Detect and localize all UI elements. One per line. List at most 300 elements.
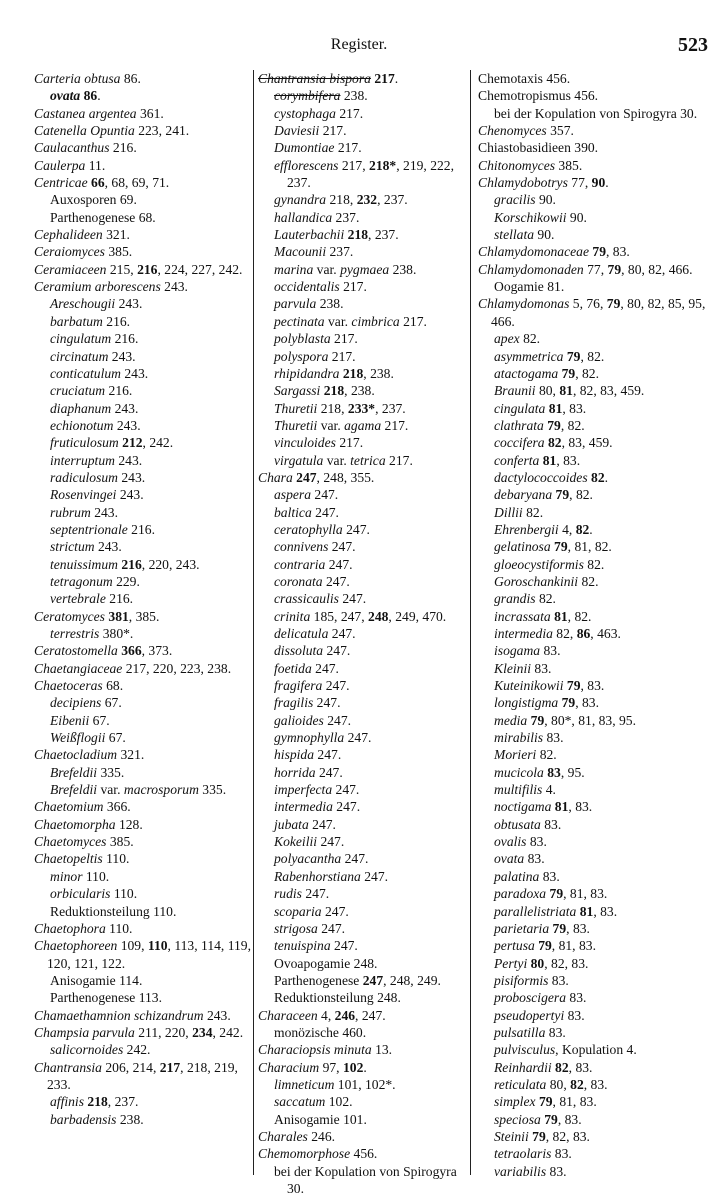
index-entry xyxy=(258,261,470,278)
entry-text: 246. xyxy=(307,1128,336,1144)
entry-text: Goroschankinii xyxy=(494,573,579,589)
index-entry xyxy=(258,1163,470,1198)
entry-text: Characium xyxy=(258,1059,320,1075)
index-entry xyxy=(258,1111,470,1128)
index-entry xyxy=(34,868,256,885)
entry-text: 79 xyxy=(555,487,570,503)
entry-text: 247. xyxy=(342,521,370,537)
index-entry xyxy=(258,243,470,260)
index-entry xyxy=(258,1145,470,1162)
entry-text: clathrata xyxy=(494,417,544,433)
entry-text: 82 xyxy=(591,469,605,485)
entry-text: , 80, 82, 85, 95, 466. xyxy=(491,296,706,329)
entry-text: Parthenogenese 68. xyxy=(50,209,156,225)
entry-text: Chaetomium xyxy=(34,799,104,815)
entry-text: Brefeldii xyxy=(50,764,98,780)
entry-text: 4, xyxy=(317,1007,335,1023)
entry-text: var. xyxy=(323,452,351,468)
entry-text: longistigma xyxy=(494,695,559,711)
entry-text: 217. xyxy=(319,123,347,139)
index-entry xyxy=(478,590,714,607)
index-entry xyxy=(34,434,256,451)
index-entry xyxy=(34,625,256,642)
entry-text: 77, xyxy=(583,261,608,277)
entry-text: , 81, 83. xyxy=(563,886,608,902)
entry-text: Auxosporen 69. xyxy=(50,192,137,208)
entry-text: . xyxy=(97,88,101,104)
entry-text: Castanea argentea xyxy=(34,105,137,121)
index-entry xyxy=(478,885,714,902)
entry-text: , 83. xyxy=(568,1059,593,1075)
entry-text: , 80, 82, 466. xyxy=(621,261,693,277)
entry-text: 217, xyxy=(338,157,370,173)
entry-text: parallelistriata xyxy=(494,903,577,919)
entry-text: 217. xyxy=(335,435,364,451)
entry-text: salicornoides xyxy=(50,1042,124,1058)
entry-text: Ceratostomella xyxy=(34,643,118,659)
entry-text: Chamaethamnion schizandrum xyxy=(34,1007,204,1023)
entry-text: Braunii xyxy=(494,383,536,399)
entry-text: 79 xyxy=(566,348,581,364)
entry-text: 217. xyxy=(330,331,358,347)
index-entry xyxy=(478,87,714,104)
index-entry xyxy=(258,608,470,625)
entry-text: 218, xyxy=(326,192,357,208)
entry-text: 247. xyxy=(311,487,339,503)
entry-text: , 113, 114, 119, 120, 121, 122. xyxy=(47,938,251,971)
entry-text: 247. xyxy=(332,782,360,798)
entry-text: apex xyxy=(494,331,520,347)
entry-text: 83. xyxy=(540,643,561,659)
entry-text: 212 xyxy=(122,435,143,451)
entry-text: hispida xyxy=(274,747,315,763)
index-entry xyxy=(34,1059,256,1094)
entry-text: 232 xyxy=(356,192,378,208)
entry-text: 223, 241. xyxy=(134,123,190,139)
entry-text: Caulerpa xyxy=(34,157,86,173)
entry-text: 68. xyxy=(102,678,124,694)
entry-text: 238. xyxy=(340,88,368,104)
index-entry xyxy=(478,903,714,920)
entry-text: 321. xyxy=(117,747,145,763)
entry-text: reticulata xyxy=(494,1076,547,1092)
entry-text: 335. xyxy=(198,782,227,798)
entry-text: Catenella Opuntia xyxy=(34,123,135,139)
entry-text: stellata xyxy=(494,227,535,243)
entry-text: Chaetophora xyxy=(34,920,106,936)
index-entry xyxy=(258,434,470,451)
entry-text: , 238. xyxy=(363,365,394,381)
entry-text: , 238. xyxy=(344,383,375,399)
entry-text: rubrum xyxy=(50,504,91,520)
entry-text: vinculoides xyxy=(274,435,336,451)
index-entry xyxy=(34,417,256,434)
index-entry xyxy=(478,122,714,139)
entry-text: , 83. xyxy=(606,244,630,260)
index-entry xyxy=(478,139,714,156)
entry-text: Chiastobasidieen 390. xyxy=(478,140,599,156)
entry-text: incrassata xyxy=(494,608,551,624)
index-column-3 xyxy=(478,70,714,1180)
entry-text: 247 xyxy=(296,469,317,485)
entry-text: 247. xyxy=(308,816,336,832)
index-entry xyxy=(478,955,714,972)
entry-text: Champsia parvula xyxy=(34,1024,135,1040)
entry-text: 218 xyxy=(87,1094,108,1110)
entry-text: vertebrale xyxy=(50,591,106,607)
entry-text: conticatulum xyxy=(50,365,121,381)
index-entry xyxy=(258,1041,470,1058)
entry-text: macrosporum xyxy=(123,782,199,798)
index-entry xyxy=(478,642,714,659)
entry-text: 79 xyxy=(532,1128,546,1144)
index-entry xyxy=(258,87,470,104)
entry-text: mucicola xyxy=(494,764,544,780)
entry-text: polyacantha xyxy=(274,851,342,867)
entry-text: 79 xyxy=(549,886,564,902)
entry-text: Chemotaxis 456. xyxy=(478,71,571,86)
index-entry xyxy=(478,452,714,469)
entry-text: hallandica xyxy=(274,209,333,225)
entry-text: 79 xyxy=(538,1094,553,1110)
entry-text: Characiopsis minuta xyxy=(258,1042,372,1058)
entry-text: 381 xyxy=(108,608,129,624)
entry-text: Brefeldii xyxy=(50,782,98,798)
entry-text: 216 xyxy=(137,261,158,277)
index-entry xyxy=(258,903,470,920)
index-entry xyxy=(258,278,470,295)
entry-text: tetrica xyxy=(350,452,386,468)
entry-text: barbadensis xyxy=(50,1111,117,1127)
index-entry xyxy=(34,781,256,798)
entry-text: 110. xyxy=(102,851,130,867)
entry-text: , 249, 470. xyxy=(388,608,447,624)
entry-text: Pertyi xyxy=(494,955,528,971)
index-entry xyxy=(478,1163,714,1180)
entry-text: 234 xyxy=(192,1024,213,1040)
entry-text: 110 xyxy=(147,938,168,954)
index-entry xyxy=(258,295,470,312)
index-entry xyxy=(258,504,470,521)
entry-text: pulsatilla xyxy=(494,1024,546,1040)
entry-text: 243. xyxy=(117,469,146,485)
index-entry xyxy=(258,469,470,486)
entry-text: marina xyxy=(274,261,314,277)
index-entry xyxy=(258,660,470,677)
entry-text: Ceratomyces xyxy=(34,608,105,624)
entry-text: 247. xyxy=(311,660,339,676)
index-entry xyxy=(478,608,714,625)
index-entry xyxy=(478,1024,714,1041)
entry-text: tenuissimum xyxy=(50,556,118,572)
entry-text: 243. xyxy=(116,487,144,503)
entry-text: aspera xyxy=(274,487,312,503)
entry-text: circinatum xyxy=(50,348,109,364)
entry-text: rhipidandra xyxy=(274,365,340,381)
index-entry xyxy=(258,850,470,867)
index-entry xyxy=(34,157,256,174)
entry-text: 247. xyxy=(344,730,372,746)
index-entry xyxy=(34,920,256,937)
entry-text: monözische 460. xyxy=(274,1024,367,1040)
entry-text: Ceramiaceen xyxy=(34,261,107,277)
index-entry xyxy=(478,1059,714,1076)
entry-text: interruptum xyxy=(50,452,115,468)
entry-text: , 80*, 81, 83, 95. xyxy=(544,712,636,728)
entry-text: gymnophylla xyxy=(274,730,345,746)
entry-text: 233* xyxy=(347,400,376,416)
entry-text: , 237. xyxy=(375,400,406,416)
entry-text: virgatula xyxy=(274,452,324,468)
entry-text: scoparia xyxy=(274,903,322,919)
entry-text: Areschougii xyxy=(50,296,116,312)
entry-text: , 82. xyxy=(580,348,605,364)
entry-text: 247. xyxy=(328,626,356,641)
index-entry xyxy=(258,452,470,469)
index-entry xyxy=(478,278,714,295)
index-entry xyxy=(258,746,470,763)
index-entry xyxy=(478,365,714,382)
entry-text: Dillii xyxy=(494,504,523,520)
index-entry xyxy=(34,642,256,659)
entry-text: 81 xyxy=(548,400,563,416)
index-entry xyxy=(258,972,470,989)
index-entry xyxy=(478,382,714,399)
entry-text: 79 xyxy=(561,365,576,381)
entry-text: , 82. xyxy=(567,608,592,624)
index-entry xyxy=(258,781,470,798)
index-entry xyxy=(478,486,714,503)
index-entry xyxy=(478,1076,714,1093)
entry-text: 79 xyxy=(547,417,561,433)
entry-text: Chenomyces xyxy=(478,123,547,139)
entry-text: mirabilis xyxy=(494,730,544,746)
entry-text: 79 xyxy=(607,261,622,277)
entry-text: 247. xyxy=(313,695,341,711)
entry-text: connivens xyxy=(274,539,329,555)
entry-text: 385. xyxy=(104,244,133,260)
index-entry xyxy=(34,885,256,902)
entry-text: obtusata xyxy=(494,816,541,832)
entry-text: 243. xyxy=(108,348,136,364)
entry-text: polyspora xyxy=(274,348,329,364)
entry-text: 90. xyxy=(566,209,587,225)
entry-text: intermedia xyxy=(494,626,553,641)
entry-text: Chlamydomonaden xyxy=(478,261,584,277)
entry-text: Chemomorphose xyxy=(258,1146,351,1162)
entry-text: decipiens xyxy=(50,695,102,711)
index-entry xyxy=(258,712,470,729)
index-entry xyxy=(258,729,470,746)
entry-text: strictum xyxy=(50,539,95,555)
entry-text: 243. xyxy=(115,296,143,312)
index-entry xyxy=(258,677,470,694)
index-entry xyxy=(478,261,714,278)
entry-text: 217. xyxy=(381,417,409,433)
entry-text: 247. xyxy=(322,678,350,694)
index-entry xyxy=(258,833,470,850)
index-entry xyxy=(34,608,256,625)
index-entry xyxy=(34,313,256,330)
entry-text: ovalis xyxy=(494,834,527,850)
entry-text: foetida xyxy=(274,660,312,676)
index-entry xyxy=(258,590,470,607)
entry-text: Thuretii xyxy=(274,417,318,433)
entry-text: . xyxy=(605,175,609,191)
entry-text: septentrionale xyxy=(50,521,128,537)
entry-text: Kleinii xyxy=(494,660,532,676)
index-entry xyxy=(258,157,470,192)
entry-text: 66 xyxy=(91,175,105,191)
index-entry xyxy=(478,573,714,590)
entry-text: Chlamydomonaceae xyxy=(478,244,589,260)
index-entry xyxy=(478,868,714,885)
index-entry xyxy=(478,538,714,555)
entry-text: 102. xyxy=(325,1094,353,1110)
entry-text: . xyxy=(604,469,609,485)
index-entry xyxy=(258,764,470,781)
index-entry xyxy=(478,937,714,954)
entry-text: Oogamie 81. xyxy=(494,279,565,295)
entry-text: 216 xyxy=(121,556,142,572)
entry-text: 247. xyxy=(338,591,367,607)
entry-text: 247. xyxy=(330,938,358,954)
entry-text: 83. xyxy=(524,851,545,867)
entry-text: fruticulosum xyxy=(50,435,119,451)
entry-text: 247. xyxy=(317,834,345,850)
index-entry xyxy=(34,122,256,139)
index-entry xyxy=(258,885,470,902)
entry-text: grandis xyxy=(494,591,536,607)
entry-text: 243. xyxy=(160,279,188,295)
index-entry xyxy=(34,660,256,677)
entry-text: pulvisculus xyxy=(494,1042,556,1058)
index-entry xyxy=(258,1024,470,1041)
entry-text: , 82. xyxy=(569,487,593,503)
entry-text: variabilis xyxy=(494,1163,547,1179)
entry-text: fragilis xyxy=(274,695,314,711)
entry-text: , 83. xyxy=(566,920,590,936)
entry-text: 83. xyxy=(539,868,560,884)
index-entry xyxy=(258,816,470,833)
entry-text: 217. xyxy=(335,105,364,121)
index-entry xyxy=(34,1093,256,1110)
entry-text: tenuispina xyxy=(274,938,331,954)
index-entry xyxy=(258,1059,470,1076)
entry-text: cingulatum xyxy=(50,331,112,347)
entry-text: , 82. xyxy=(560,417,585,433)
entry-text: 247. xyxy=(315,764,343,780)
entry-text: strigosa xyxy=(274,920,318,936)
entry-text: , 224, 227, 242. xyxy=(157,261,243,277)
entry-text: 335. xyxy=(97,764,125,780)
entry-text: 247. xyxy=(328,539,356,555)
entry-text: corymbifera xyxy=(274,88,341,104)
index-entry xyxy=(258,955,470,972)
entry-text: simplex xyxy=(494,1094,536,1110)
entry-text: 185, 247, xyxy=(310,608,369,624)
entry-text: Kuteinikowii xyxy=(494,678,564,694)
entry-text: , 81, 83. xyxy=(552,1094,597,1110)
entry-text: 82 xyxy=(547,435,562,451)
entry-text: , 242. xyxy=(142,435,174,451)
entry-text: , 220, 243. xyxy=(141,556,200,572)
entry-text: 81 xyxy=(554,608,568,624)
index-entry xyxy=(478,781,714,798)
index-entry xyxy=(478,746,714,763)
entry-text: , 83. xyxy=(583,1076,608,1092)
index-entry xyxy=(478,209,714,226)
entry-text: 243. xyxy=(90,504,118,520)
entry-text: 82 xyxy=(575,521,590,537)
entry-text: Ceraiomyces xyxy=(34,244,105,260)
index-entry xyxy=(258,798,470,815)
entry-text: paradoxa xyxy=(494,886,547,902)
entry-text: 80, xyxy=(546,1076,571,1092)
entry-text: Morieri xyxy=(494,747,537,763)
entry-text: 79 xyxy=(544,1111,558,1127)
entry-text: tetraolaris xyxy=(494,1146,552,1162)
index-column-1 xyxy=(34,70,256,1128)
entry-text: 237. xyxy=(326,244,354,260)
entry-text: 90. xyxy=(535,192,556,208)
index-entry xyxy=(258,105,470,122)
entry-text: 79 xyxy=(606,296,621,312)
entry-text: Reduktionsteilung 110. xyxy=(50,903,177,919)
entry-text: Chaetoceras xyxy=(34,678,103,694)
index-entry xyxy=(478,920,714,937)
entry-text: barbatum xyxy=(50,313,103,329)
entry-text: 86 xyxy=(83,88,98,104)
entry-text: , 82, 83. xyxy=(544,955,589,971)
entry-text: 82, xyxy=(552,626,577,641)
entry-text: Parthenogenese xyxy=(274,972,363,988)
entry-text: , 82, 83. xyxy=(545,1128,590,1144)
index-entry xyxy=(478,764,714,781)
index-entry xyxy=(478,1041,714,1058)
index-entry xyxy=(478,833,714,850)
entry-text: jubata xyxy=(274,816,309,832)
entry-text: Parthenogenese 113. xyxy=(50,990,162,1006)
index-entry xyxy=(34,400,256,417)
entry-text: . xyxy=(363,1059,367,1075)
index-entry xyxy=(258,1007,470,1024)
entry-text: Eibenii xyxy=(50,712,90,728)
entry-text: saccatum xyxy=(274,1094,326,1110)
entry-text: 90. xyxy=(534,227,555,243)
entry-text: Kokeilii xyxy=(274,834,318,850)
index-entry xyxy=(258,417,470,434)
index-entry xyxy=(478,660,714,677)
index-entry xyxy=(478,729,714,746)
entry-text: gracilis xyxy=(494,192,536,208)
index-entry xyxy=(34,1041,256,1058)
entry-text: media xyxy=(494,712,528,728)
entry-text: 238. xyxy=(389,261,417,277)
entry-text: 83. xyxy=(545,1024,566,1040)
entry-text: Thuretii xyxy=(274,400,318,416)
entry-text: 67. xyxy=(101,695,122,711)
entry-text: imperfecta xyxy=(274,782,333,798)
index-entry xyxy=(258,1093,470,1110)
entry-text: rudis xyxy=(274,886,302,902)
entry-text: , 83. xyxy=(575,695,599,711)
index-entry xyxy=(34,295,256,312)
entry-text: Anisogamie 101. xyxy=(274,1111,367,1127)
entry-text: 79 xyxy=(530,712,545,728)
entry-text: , 83. xyxy=(562,400,587,416)
index-entry xyxy=(258,538,470,555)
